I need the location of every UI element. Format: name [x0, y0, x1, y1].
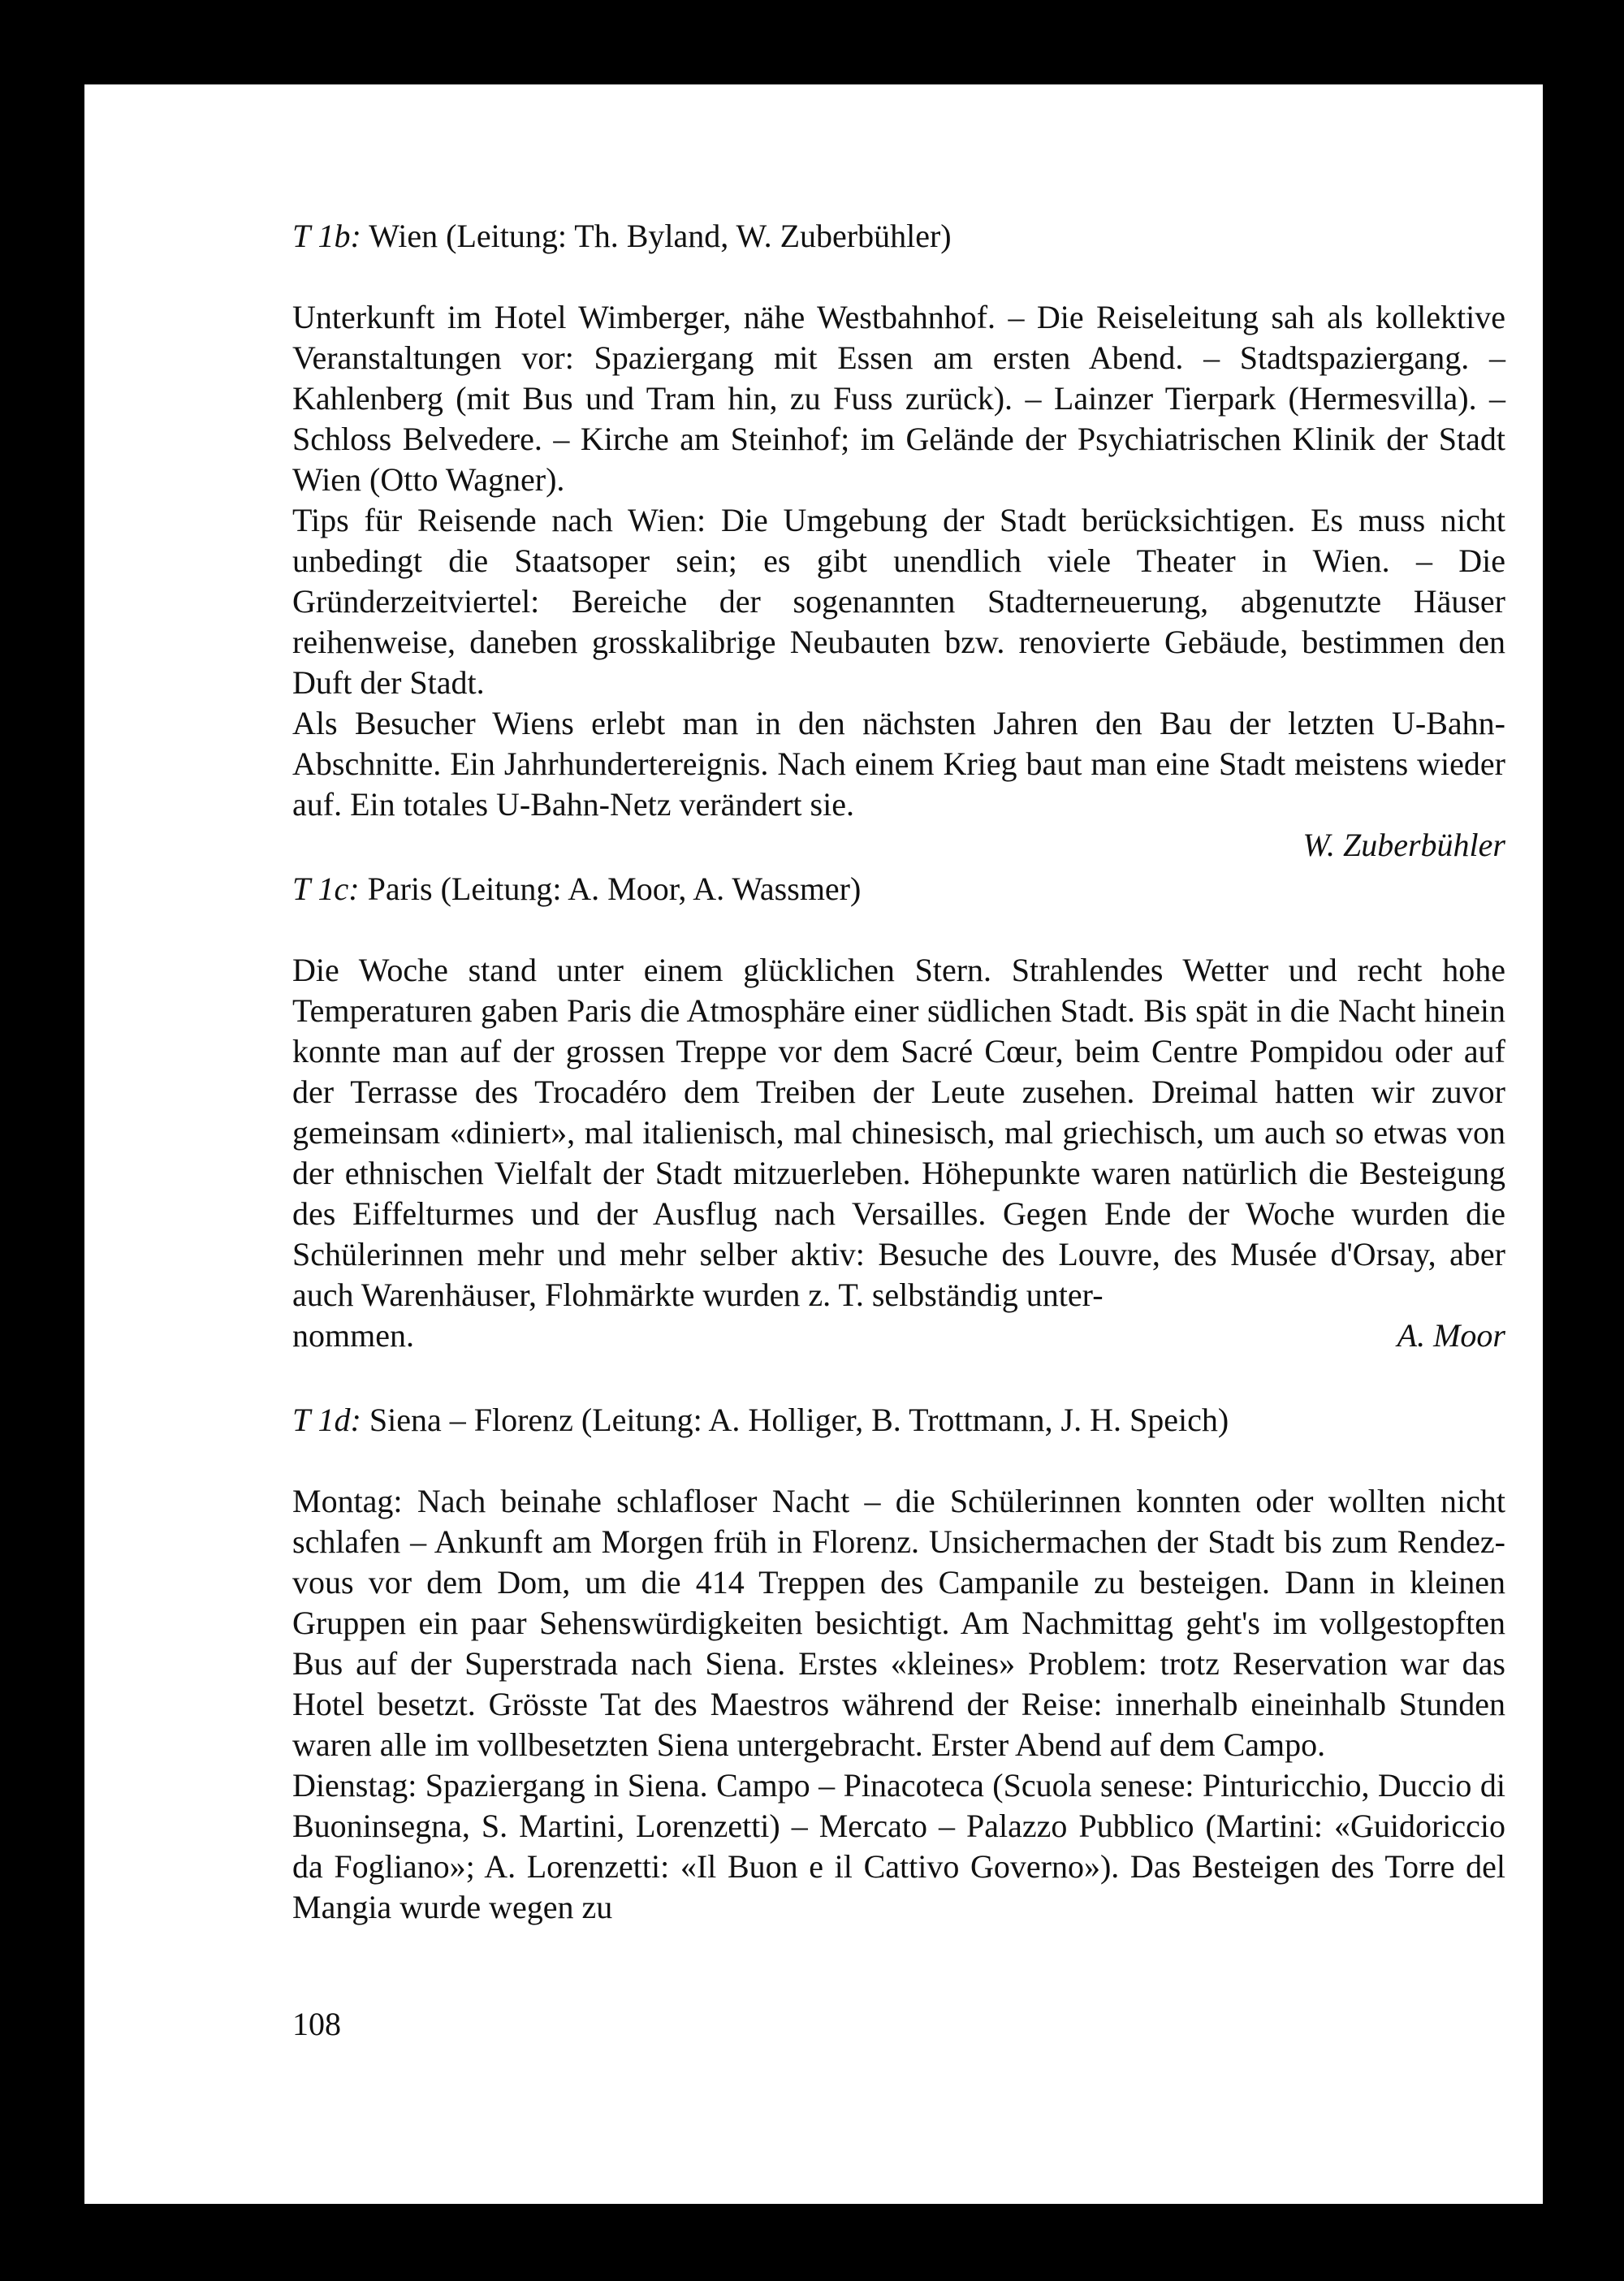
section-paris: [292, 869, 1505, 909]
paragraph: Unterkunft im Hotel Wimberger, nähe Westbahnhof. – Die Reiseleitung sah als kollektive Veranstaltungen vor: Spaziergang mit Essen am ersten Abend. – Stadtspaziergang. – Kahlenberg (mit Bus und Tram hin, zu Fuss zurück). – Lainzer Tierpark (Hermesvilla). – Schloss Belvedere. – Kirche am Steinhof; im Gelände der Psychiatrischen Klinik der Stadt Wien (Otto Wagner).: [292, 299, 1505, 498]
last-line-text: nommen.: [292, 1317, 414, 1354]
section-heading-paris: [292, 869, 1505, 909]
section-tag: T 1b:: [292, 218, 361, 254]
section-paris-body: [292, 950, 1505, 1356]
paragraph: Dienstag: Spaziergang in Siena. Campo – Pinacoteca (Scuola senese: Pinturicchio, Duccio di Buoninsegna, S. Martini, Lorenzetti) – Mercato – Palazzo Pubblico (Martini: «Guidoriccio da Fogliano»; A. Lorenzetti: «Il Buon e il Cattivo Governo»). Das Besteigen des Torre del Mangia wurde wegen zu: [292, 1767, 1505, 1925]
section-siena: [292, 1400, 1505, 1441]
section-title: Siena – Florenz (Leitung: A. Holliger, B. Trottmann, J. H. Speich): [369, 1402, 1229, 1438]
paragraph: Montag: Nach beinahe schlafloser Nacht – die Schülerinnen konnten oder wollten nicht schlafen – Ankunft am Morgen früh in Florenz. Unsichermachen der Stadt bis zum Rendez-vous vor dem Dom, um die 414 Treppen des Campanile zu besteigen. Dann in kleinen Gruppen ein paar Sehenswürdigkeiten besichtigt. Am Nachmittag geht's im vollgestopften Bus auf der Superstrada nach Siena. Erstes «kleines» Problem: trotz Reservation war das Hotel besetzt. Grösste Tat des Maestros während der Reise: innerhalb eineinhalb Stunden waren alle im vollbesetzten Siena untergebracht. Erster Abend auf dem Campo.: [292, 1483, 1505, 1763]
section-tag: T 1c:: [292, 870, 360, 907]
section-wien: [292, 216, 1505, 257]
section-title: Wien (Leitung: Th. Byland, W. Zuberbühler): [369, 218, 952, 254]
section-heading-siena: [292, 1400, 1505, 1441]
section-tag: T 1d:: [292, 1402, 361, 1438]
page-number: 108: [292, 2006, 341, 2042]
paragraph: Tips für Reisende nach Wien: Die Umgebung der Stadt berücksichtigen. Es muss nicht unbedingt die Staatsoper sein; es gibt unendlich viele Theater in Wien. – Die Gründerzeitviertel: Bereiche der sogenannten Stadterneuerung, abgenutzte Häuser reihenweise, daneben grosskalibrige Neubauten bzw. renovierte Gebäude, bestimmen den Duft der Stadt.: [292, 502, 1505, 701]
section-siena-body: [292, 1481, 1505, 1928]
signature: W. Zuberbühler: [1302, 827, 1505, 863]
document-page: [84, 84, 1543, 2204]
paragraph: Als Besucher Wiens erlebt man in den nächsten Jahren den Bau der letzten U-Bahn-Abschnitte. Ein Jahrhundertereignis. Nach einem Krieg baut man eine Stadt meistens wieder auf. Ein totales U-Bahn-Netz verändert sie.: [292, 705, 1505, 823]
paragraph-last-line: [292, 1315, 1505, 1356]
section-title: Paris (Leitung: A. Moor, A. Wassmer): [367, 870, 862, 907]
section-wien-body: [292, 297, 1505, 866]
section-heading-wien: [292, 216, 1505, 257]
signature: A. Moor: [1397, 1317, 1505, 1354]
paragraph: Die Woche stand unter einem glücklichen Stern. Strahlendes Wetter und recht hohe Temperaturen gaben Paris die Atmosphäre einer südlichen Stadt. Bis spät in die Nacht hinein konnte man auf der grossen Treppe vor dem Sacré Cœur, beim Centre Pompidou oder auf der Terrasse des Trocadéro dem Treiben der Leute zusehen. Dreimal hatten wir zuvor gemeinsam «diniert», mal italienisch, mal chinesisch, mal griechisch, um auch so etwas von der ethnischen Vielfalt der Stadt mitzuerleben. Höhepunkte waren natürlich die Besteigung des Eiffelturmes und der Ausflug nach Versailles. Gegen Ende der Woche wurden die Schülerinnen mehr und mehr selber aktiv: Besuche des Louvre, des Musée d'Orsay, aber auch Warenhäuser, Flohmärkte wurden z. T. selbständig unter-: [292, 952, 1505, 1313]
